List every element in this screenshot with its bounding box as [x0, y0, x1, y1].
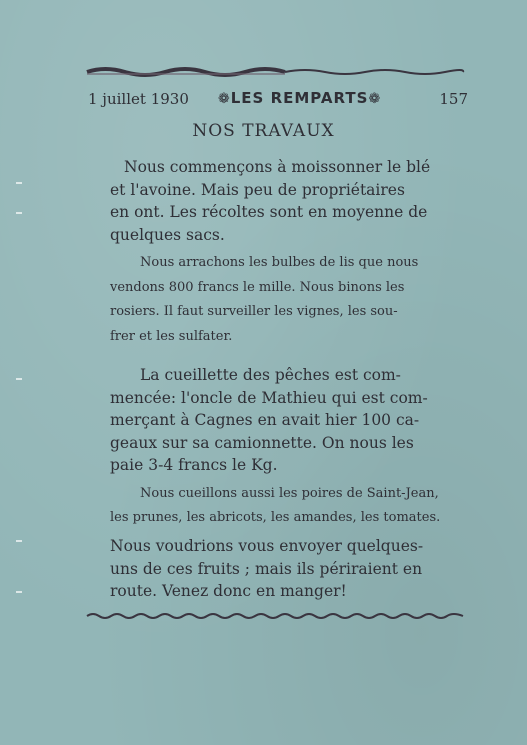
text-line: Nous commençons à moissonner le blé	[124, 158, 431, 176]
paragraph	[110, 364, 470, 477]
text-line: paie 3-4 francs le Kg.	[110, 456, 278, 474]
text-line: Nous voudrions vous envoyer quelques-	[110, 537, 424, 555]
text-line: en ont. Les récoltes sont en moyenne de	[110, 203, 428, 221]
paragraph	[110, 535, 470, 603]
paragraph	[110, 482, 470, 530]
bottom-ornamental-rule	[85, 610, 465, 622]
running-header	[88, 90, 468, 112]
fleuron-icon: ❁	[368, 91, 382, 107]
text-line: mencée: l'oncle de Mathieu qui est com-	[110, 388, 428, 407]
fleuron-icon: ❁	[218, 91, 231, 107]
text-line: geaux sur sa camionnette. On nous les	[110, 433, 414, 452]
text-line: La cueillette des pêches est com-	[140, 366, 401, 384]
text-line: Nous cueillons aussi les poires de Saint-Jean,	[140, 486, 439, 501]
text-line: frer et les sulfater.	[110, 328, 233, 344]
text-line: quelques sacs.	[110, 225, 225, 244]
text-line: vendons 800 francs le mille. Nous binons les	[110, 279, 405, 295]
margin-mark	[16, 540, 22, 542]
article-title: NOS TRAVAUX	[192, 121, 335, 141]
paragraph	[110, 156, 470, 246]
margin-mark	[16, 212, 22, 214]
margin-mark	[16, 378, 22, 380]
paragraph	[110, 251, 470, 349]
text-line: Nous arrachons les bulbes de lis que nous	[140, 255, 419, 270]
text-line: et l'avoine. Mais peu de propriétaires	[110, 180, 405, 199]
text-line: uns de ces fruits ; mais ils périraient en	[110, 559, 423, 578]
top-ornamental-rule	[85, 66, 465, 78]
text-line: rosiers. Il faut surveiller les vignes, les sou-	[110, 304, 398, 319]
margin-mark	[16, 182, 22, 184]
page-number: 157	[439, 90, 468, 108]
text-line: route. Venez donc en manger!	[110, 582, 347, 600]
header-date: 1 juillet 1930	[88, 90, 189, 108]
publication-name	[218, 89, 381, 107]
margin-mark	[16, 591, 22, 593]
text-line: merçant à Cagnes en avait hier 100 ca-	[110, 411, 420, 429]
text-line: les prunes, les abricots, les amandes, les tomates.	[110, 510, 441, 525]
publication-title: LES REMPARTS	[230, 89, 369, 107]
